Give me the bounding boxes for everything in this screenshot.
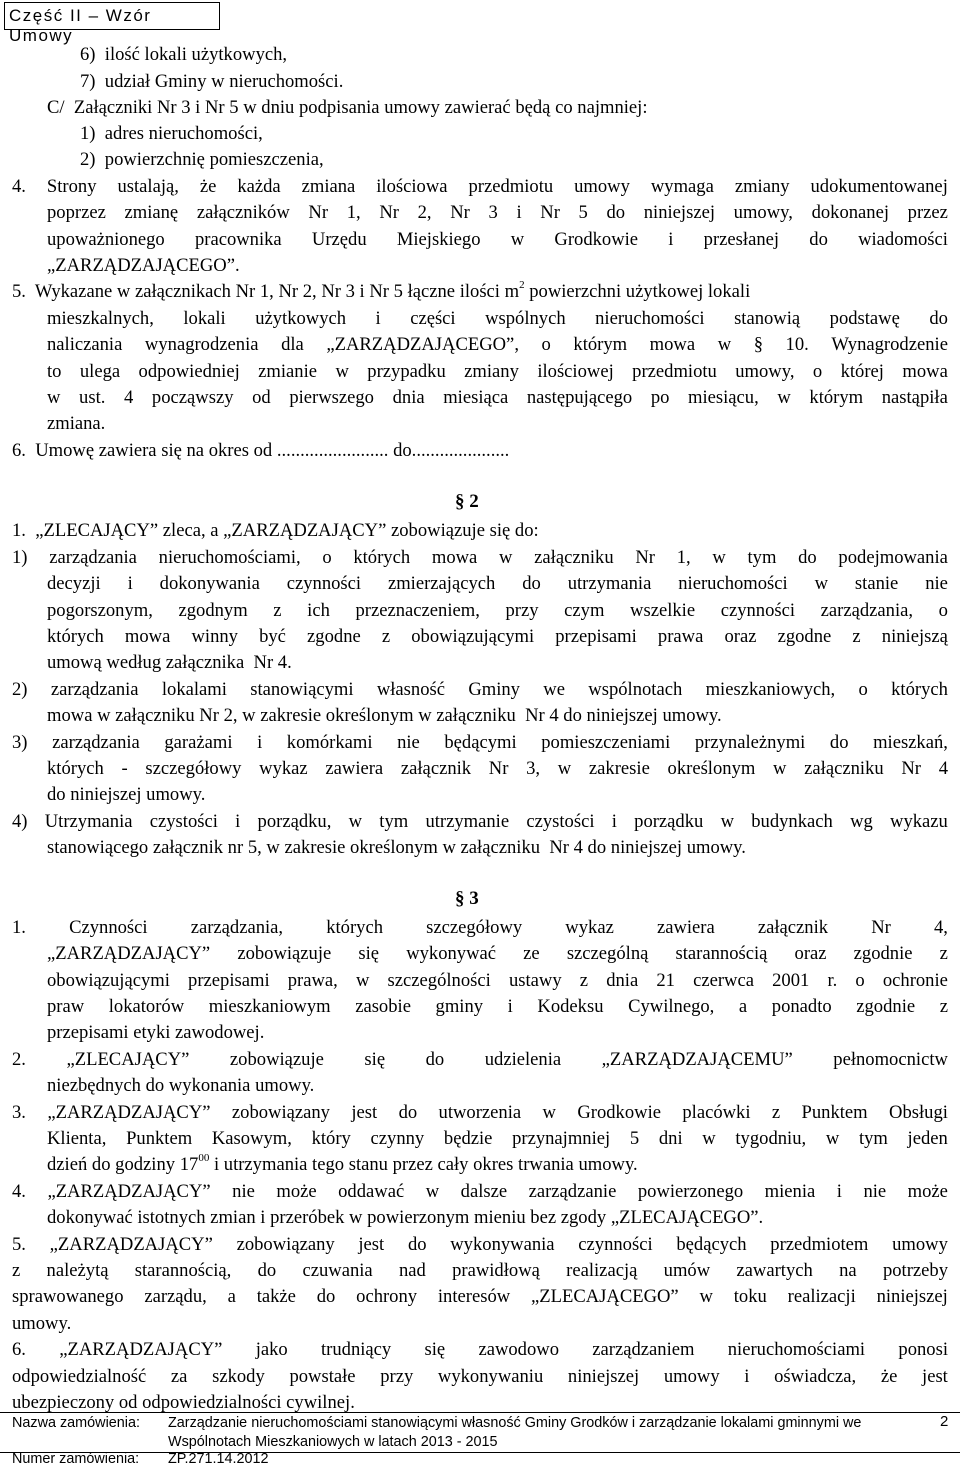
text-line: przepisami etyki zawodowej. xyxy=(47,1022,265,1043)
text-line: pogorszonym, zgodnym z ich przeznaczeniem, przy czym wszelkie czynności zarządzania, o xyxy=(47,600,948,621)
text-line: naliczania wynagrodzenia dla „ZARZĄDZAJĄCEGO”, o którym mowa w § 10. Wynagrodzenie xyxy=(47,334,948,355)
text-line: mieszkalnych, lokali użytkowych i części wspólnych nieruchomości stanowią podstawę do xyxy=(47,308,948,329)
section-heading: § 3 xyxy=(455,888,479,909)
text-line: sprawowanego zarządu, a także do ochrony interesów „ZLECAJĄCEGO” w toku realizacji niniejszej xyxy=(12,1286,948,1307)
text-line: 2. „ZLECAJĄCY” zobowiązuje się do udzielenia „ZARZĄDZAJĄCEMU” pełnomocnictw xyxy=(12,1049,948,1070)
text-line: praw lokatorów mieszkaniowym zasobie gminy i Kodeksu Cywilnego, a ponadto zgodnie z xyxy=(47,996,948,1017)
text-line: 6. Umowę zawiera się na okres od ........................ do..................... xyxy=(12,440,510,461)
text-line: 1) zarządzania nieruchomościami, o których mowa w załączniku Nr 1, w tym do podejmowania xyxy=(12,547,948,568)
superscript: 00 xyxy=(198,1151,210,1164)
text-line: stanowiącego załącznik nr 5, w zakresie określonym w załączniku Nr 4 do niniejszej umowy. xyxy=(47,837,746,858)
text-line: „ZARZĄDZAJĄCY” zobowiązuje się wykonywać ze szczególną starannością oraz zgodnie z xyxy=(47,943,948,964)
text-line: mowa w załączniku Nr 2, w zakresie określonym w załączniku Nr 4 do niniejszej umowy. xyxy=(47,705,722,726)
text-line: 3) zarządzania garażami i komórkami nie będącymi pomieszczeniami przynależnymi do mieszkań, xyxy=(12,732,948,753)
text-line: decyzji i dokonywania czynności zmierzających do utrzymania nieruchomości w stanie nie xyxy=(47,573,948,594)
text-line: to ulega odpowiedniej zmianie w przypadku zmiany ilościowej przedmiotu umowy, o której mowa xyxy=(47,361,948,382)
text-line: poprzez zmianę załączników Nr 1, Nr 2, Nr 3 i Nr 5 do niniejszej umowy, dokonanej przez xyxy=(47,202,948,223)
text-line: upoważnionego pracownika Urzędu Miejskiego w Grodkowie i przesłanej do wiadomości xyxy=(47,229,948,250)
text-line: 6) ilość lokali użytkowych, xyxy=(80,44,288,65)
superscript: 2 xyxy=(519,278,525,291)
text-line: 1) adres nieruchomości, xyxy=(80,123,263,144)
text-line: zmiana. xyxy=(47,413,106,434)
text-line: „ZARZĄDZAJĄCEGO”. xyxy=(47,255,240,276)
text-line: C/ Załączniki Nr 3 i Nr 5 w dniu podpisania umowy zawierać będą co najmniej: xyxy=(47,97,648,118)
section-heading: § 2 xyxy=(455,491,479,512)
footer-name-value: Zarządzanie nieruchomościami stanowiącymi własność Gminy Grodków i zarządzanie lokalami gminnymi we xyxy=(168,1415,862,1431)
running-title: Część II – Wzór Umowy xyxy=(9,6,152,45)
footer-name-label: Nazwa zamówienia: xyxy=(12,1415,140,1431)
text-line: 4. „ZARZĄDZAJĄCY” nie może oddawać w dalsze zarządzanie powierzonego mienia i nie może xyxy=(12,1181,948,1202)
text-line: 3. „ZARZĄDZAJĄCY” zobowiązany jest do utworzenia w Grodkowie placówki z Punktem Obsługi xyxy=(12,1102,948,1123)
page-number: 2 xyxy=(940,1413,949,1430)
text-line: których mowa winny być zgodne z obowiązującymi przepisami prawa oraz zgodne z niniejszą xyxy=(47,626,948,647)
text-line: 5. Wykazane w załącznikach Nr 1, Nr 2, Nr 3 i Nr 5 łączne ilości $m^2$ powierzchni użytkowej lokali xyxy=(12,278,751,302)
running-header xyxy=(4,2,220,45)
text-line: których - szczegółowy wykaz zawiera załącznik Nr 3, w zakresie określonym w załączniku Nr 4 xyxy=(47,758,948,779)
text-line: 1. „ZLECAJĄCY” zleca, a „ZARZĄDZAJĄCY” zobowiązuje się do: xyxy=(12,520,539,541)
text-line: do niniejszej umowy. xyxy=(47,784,206,805)
text-line: odpowiedzialność za szkody powstałe przy wykonywaniu niniejszej umowy i oświadcza, że jest xyxy=(12,1366,948,1387)
footer-rule-2 xyxy=(0,1452,960,1453)
footer-number-value: ZP.271.14.2012 xyxy=(168,1451,269,1467)
text-line: ubezpieczony od odpowiedzialności cywilnej. xyxy=(12,1392,355,1413)
text-line: dokonywać istotnych zmian i przeróbek w powierzonym mieniu bez zgody „ZLECAJĄCEGO”. xyxy=(47,1207,764,1228)
footer-name-value-2: Wspólnotach Mieszkaniowych w latach 2013 - 2015 xyxy=(168,1434,498,1450)
text-line: umową według załącznika Nr 4. xyxy=(47,652,292,673)
text-line: 2) powierzchnię pomieszczenia, xyxy=(80,149,324,170)
text-line: 5. „ZARZĄDZAJĄCY” zobowiązany jest do wykonywania czynności będących przedmiotem umowy xyxy=(12,1234,948,1255)
text-line: 1. Czynności zarządzania, których szczegółowy wykaz zawiera załącznik Nr 4, xyxy=(12,917,948,938)
text-line: w ust. 4 począwszy od pierwszego dnia miesiąca następującego po miesiącu, w którym nastąpiła xyxy=(47,387,948,408)
text-line: umowy. xyxy=(12,1313,72,1334)
text-line: 4. Strony ustalają, że każda zmiana ilościowa przedmiotu umowy wymaga zmiany udokumentowanej xyxy=(12,176,948,197)
text-line: niezbędnych do wykonania umowy. xyxy=(47,1075,315,1096)
text-line: Klienta, Punktem Kasowym, który czynny będzie przynajmniej 5 dni w tygodniu, w tym jeden xyxy=(47,1128,948,1149)
text-line: 6. „ZARZĄDZAJĄCY” jako trudniący się zawodowo zarządzaniem nieruchomościami ponosi xyxy=(12,1339,948,1360)
text-line: dzień do godziny $17^{00}$ i utrzymania tego stanu przez cały okres trwania umowy. xyxy=(47,1151,638,1175)
text-line: 7) udział Gminy w nieruchomości. xyxy=(80,71,344,92)
footer-rule xyxy=(0,1412,960,1413)
text-line: 2) zarządzania lokalami stanowiącymi własność Gminy we wspólnotach mieszkaniowych, o których xyxy=(12,679,948,700)
text-line: 4) Utrzymania czystości i porządku, w tym utrzymanie czystości i porządku w budynkach wg wykazu xyxy=(12,811,948,832)
text-line: z należytą starannością, do czuwania nad prawidłową realizacją umów zawartych na potrzeby xyxy=(12,1260,948,1281)
footer-number-label: Numer zamówienia: xyxy=(12,1451,140,1467)
text-line: obowiązującymi przepisami prawa, w szczególności ustawy z dnia 21 czerwca 2001 r. o ochronie xyxy=(47,970,948,991)
